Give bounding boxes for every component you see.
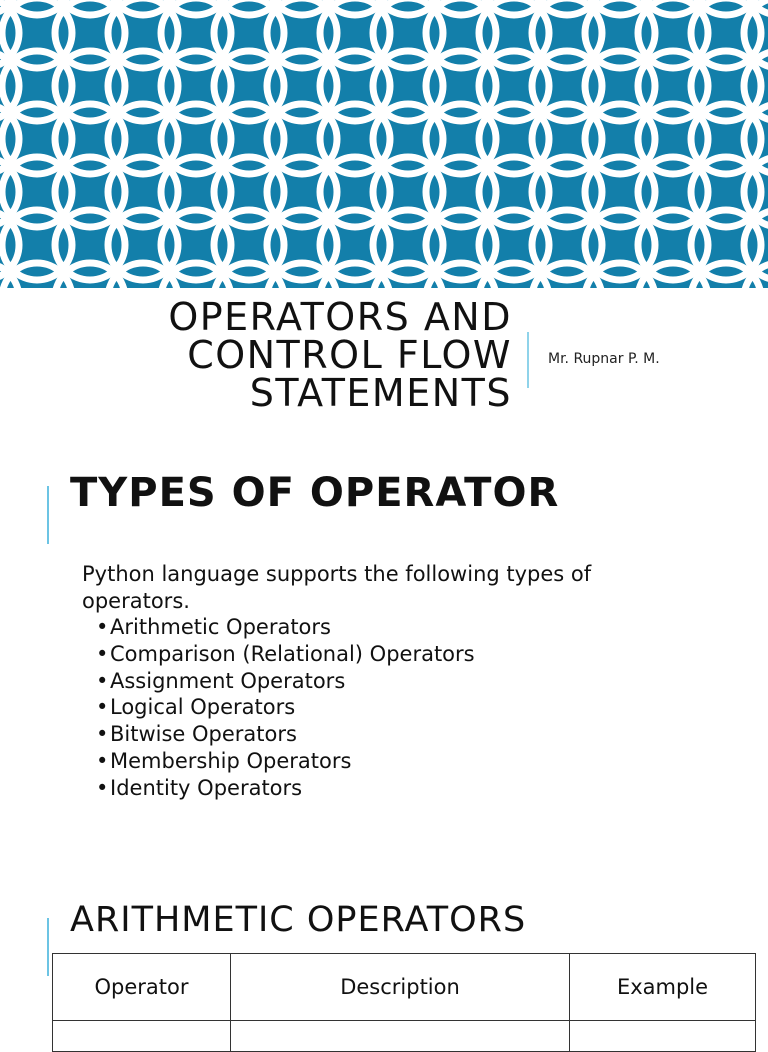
bullet-icon: • bbox=[96, 775, 109, 800]
types-intro-text: Python language supports the following types of operators. bbox=[82, 562, 592, 613]
table-cell bbox=[231, 1021, 570, 1052]
types-heading: TYPES OF OPERATOR bbox=[70, 470, 560, 516]
bullet-icon: • bbox=[96, 722, 109, 747]
bullet-icon: • bbox=[96, 748, 109, 773]
list-item: • Membership Operators bbox=[96, 748, 352, 773]
list-item: • Logical Operators bbox=[96, 695, 296, 720]
header-pattern-banner bbox=[0, 0, 768, 288]
table-cell bbox=[570, 1021, 756, 1052]
title-divider bbox=[527, 332, 529, 388]
list-item: • Bitwise Operators bbox=[96, 722, 297, 747]
bullet-icon: • bbox=[96, 641, 109, 666]
bullet-icon: • bbox=[96, 695, 109, 720]
column-header-description: Description bbox=[231, 954, 570, 1021]
bullet-icon: • bbox=[96, 615, 109, 639]
title-line-1: OPERATORS AND bbox=[168, 295, 512, 339]
title-line-2: CONTROL FLOW bbox=[187, 333, 512, 377]
arithmetic-accent-bar bbox=[47, 918, 49, 976]
list-item: • Identity Operators bbox=[96, 775, 303, 800]
author-name: Mr. Rupnar P. M. bbox=[548, 351, 660, 367]
list-item: • Comparison (Relational) Operators bbox=[96, 641, 475, 666]
column-header-example: Example bbox=[570, 954, 756, 1021]
table-cell bbox=[53, 1021, 231, 1052]
operator-types-list bbox=[96, 614, 475, 802]
list-item: • Arithmetic Operators bbox=[96, 615, 331, 639]
list-item: • Assignment Operators bbox=[96, 668, 346, 693]
circle-lattice-pattern bbox=[0, 0, 768, 288]
types-accent-bar bbox=[47, 486, 49, 544]
column-header-operator: Operator bbox=[53, 954, 231, 1021]
arithmetic-operators-table bbox=[52, 953, 756, 1052]
title-line-3: STATEMENTS bbox=[249, 371, 512, 415]
table-row bbox=[53, 1021, 756, 1052]
table-header-row bbox=[53, 954, 756, 1021]
arithmetic-heading: ARITHMETIC OPERATORS bbox=[70, 900, 527, 940]
bullet-icon: • bbox=[96, 668, 109, 693]
presentation-title bbox=[0, 295, 512, 415]
